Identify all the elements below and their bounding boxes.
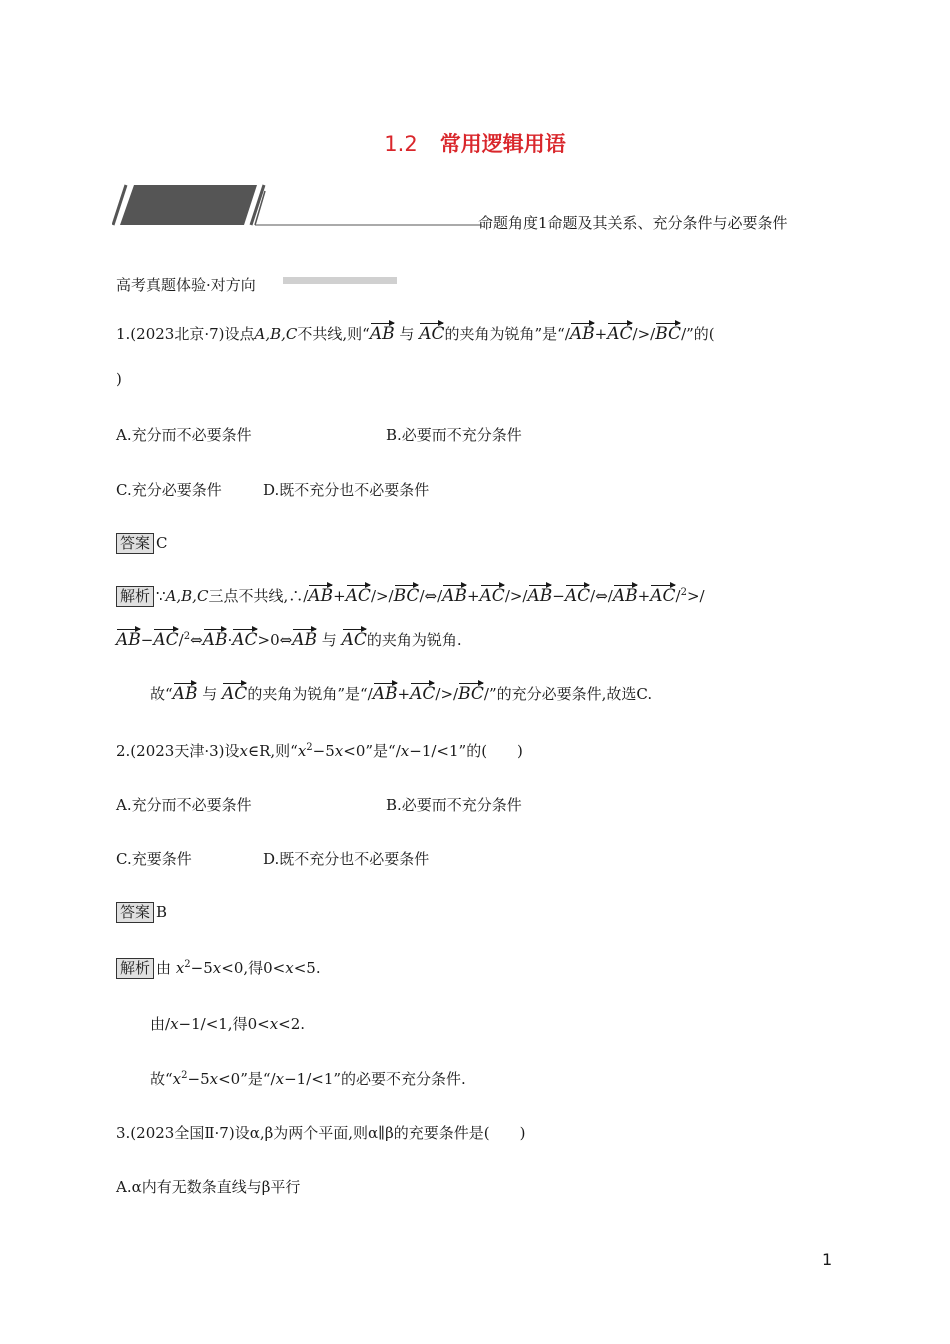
q1-analysis-line2: AB−AC/$^2$⇔AB·AC>0⇔AB 与 AC的夹角为锐角.: [116, 626, 462, 650]
title-text: 常用逻辑用语: [439, 132, 566, 156]
q2-stem: 2.(2023天津·3)设x∈R,则“$x^2-5x<0$”是“/x−1/<1”的( ): [116, 742, 523, 760]
q2-answer: 答案 B: [116, 902, 167, 923]
q3-option-a: A.α内有无数条直线与β平行: [116, 1178, 301, 1196]
q2-option-c: C.充要条件: [116, 850, 192, 868]
answer-tag: 答案: [116, 533, 154, 554]
title-number: 1.2: [384, 132, 418, 156]
q1-answer: 答案 C: [116, 533, 168, 554]
q1-analysis-line3: 故“AB 与 AC的夹角为锐角”是“/AB+AC/>/BC/”的充分必要条件,故选C.: [150, 680, 652, 704]
q3-stem: 3.(2023全国Ⅱ·7)设α,β为两个平面,则α∥β的充要条件是( ): [116, 1124, 526, 1142]
q2-analysis-line3: 故“$x^2-5x<0$”是“/x−1/<1”的必要不充分条件.: [150, 1070, 466, 1088]
q1-option-c: C.充分必要条件: [116, 481, 222, 499]
q2-analysis-line1: 解析 由 $x^2-5x<0$,得0<x<5.: [116, 957, 321, 979]
analysis-tag: 解析: [116, 958, 154, 979]
q2-option-d: D.既不充分也不必要条件: [263, 850, 430, 868]
q1-option-a: A.充分而不必要条件: [116, 426, 252, 444]
banner-text: 命题角度1命题及其关系、充分条件与必要条件: [478, 214, 788, 232]
q2-analysis-line2: 由/x−1/<1,得0<x<2.: [150, 1015, 306, 1033]
q2-option-a: A.充分而不必要条件: [116, 796, 252, 814]
q1-analysis-line1: 解析 ∵A,B,C三点不共线,∴/AB+AC/>/BC/⇔/AB+AC/>/AB−AC/⇔/AB+AC/$^2$>/: [116, 582, 705, 607]
q1-stem: 1.(2023北京·7)设点A,B,C不共线,则“AB 与 AC的夹角为锐角”是“/AB+AC/>/BC/”的(: [116, 320, 715, 344]
page-title: [0, 128, 950, 158]
banner-graphic: [112, 183, 482, 229]
q1-option-b: B.必要而不充分条件: [386, 426, 522, 444]
q1-option-d: D.既不充分也不必要条件: [263, 481, 430, 499]
page-number: 1: [822, 1250, 833, 1269]
analysis-tag: 解析: [116, 586, 154, 607]
section-heading: 高考真题体验·对方向: [116, 276, 256, 294]
q1-close: ): [116, 370, 122, 388]
q2-option-b: B.必要而不充分条件: [386, 796, 522, 814]
answer-tag: 答案: [116, 902, 154, 923]
section-bar: [283, 277, 397, 284]
